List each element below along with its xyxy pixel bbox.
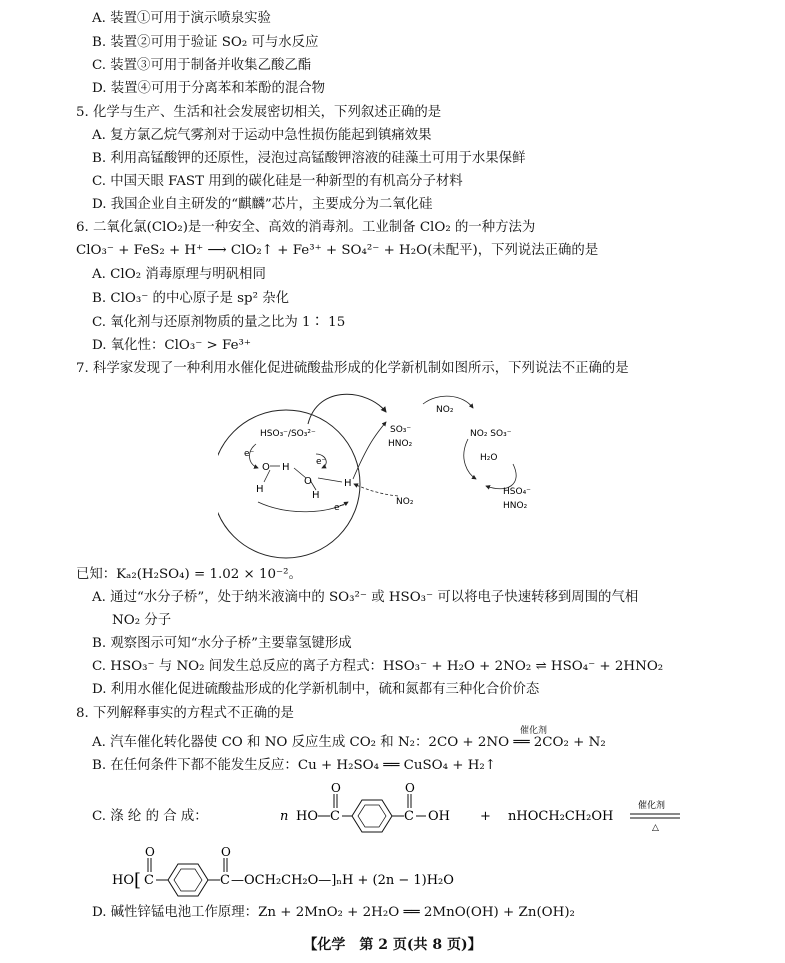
- q7-given: 已知：Kₐ₂(H₂SO₄) = 1.02 × 10⁻²。: [76, 567, 302, 582]
- prev-option-c: C. 装置③可用于制备并收集乙酸乙酯: [92, 58, 312, 73]
- atom-h2: H: [256, 484, 264, 495]
- q6-option-c: C. 氧化剂与还原剂物质的量之比为 1∶ 15: [92, 315, 346, 330]
- catalyst-condition: 催化剂: [638, 801, 666, 811]
- q8-option-c-label: C. 涤 纶 的 合 成：: [92, 809, 208, 824]
- terephthalic-acid-structure: [280, 780, 780, 840]
- h2o-label: H₂O: [480, 453, 498, 463]
- q6-option-a: A. ClO₂ 消毒原理与明矾相同: [92, 267, 266, 282]
- no2-bottom-label: NO₂: [396, 497, 414, 507]
- electron-2: e⁻: [316, 457, 327, 467]
- q7-option-b: B. 观察图示可知“水分子桥”主要靠氢键形成: [92, 636, 352, 651]
- q5-option-a: A. 复方氯乙烷气雾剂对于运动中急性损伤能起到镇痛效果: [92, 128, 432, 143]
- q7-option-a-cont: NO₂ 分子: [112, 613, 172, 628]
- electron-1: e⁻: [244, 449, 255, 459]
- no2-top-label: NO₂: [436, 405, 454, 415]
- q5-stem: 5. 化学与生产、生活和社会发展密切相关，下列叙述正确的是: [76, 105, 442, 120]
- big-arc-arrow: [308, 394, 386, 424]
- q8-option-a-condition: 催化剂: [520, 726, 548, 736]
- atom-h1: H: [282, 462, 290, 473]
- q5-option-d: D. 我国企业自主研发的“麒麟”芯片，主要成分为二氧化硅: [92, 197, 433, 212]
- hso3-label: HSO₃⁻/SO₃²⁻: [260, 429, 316, 439]
- svg-text:[: [: [134, 870, 142, 891]
- atom-h3: H: [312, 490, 320, 501]
- coefficient-n: n: [280, 809, 289, 824]
- page-footer: 【化学 第 2 页(共 8 页)】: [303, 937, 482, 953]
- q8-option-a: A. 汽车催化转化器使 CO 和 NO 反应生成 CO₂ 和 N₂：2CO + 2NO ══ 2CO₂ + N₂: [92, 735, 606, 750]
- svg-text:C: C: [220, 873, 230, 888]
- q8-option-b: B. 在任何条件下都不能发生反应：Cu + H₂SO₄ ══ CuSO₄ + H₂↑: [92, 758, 497, 773]
- svg-text:C: C: [404, 809, 414, 824]
- q5-option-b: B. 利用高锰酸钾的还原性，浸泡过高锰酸钾溶液的硅藻土可用于水果保鲜: [92, 151, 526, 166]
- prev-option-a: A. 装置①可用于演示喷泉实验: [92, 11, 271, 26]
- final-arrow: [486, 464, 516, 489]
- prev-option-d: D. 装置④可用于分离苯和苯酚的混合物: [92, 81, 326, 96]
- polymer-ho: HO: [112, 873, 134, 888]
- q5-option-c: C. 中国天眼 FAST 用到的碳化硅是一种新型的有机高分子材料: [92, 174, 463, 189]
- polymer-tail: —OCH₂CH₂O—]ₙH + (2n − 1)H₂O: [231, 873, 454, 888]
- svg-text:O: O: [331, 781, 341, 795]
- q7-stem: 7. 科学家发现了一种利用水催化促进硫酸盐形成的化学新机制如图所示，下列说法不正确的是: [76, 361, 629, 376]
- mechanism-diagram: [218, 384, 538, 564]
- electron-3: e⁻: [334, 503, 345, 513]
- atom-o2: O: [304, 476, 312, 487]
- no2-so3-label: NO₂ SO₃⁻: [470, 429, 512, 439]
- q6-option-d: D. 氧化性：ClO₃⁻ > Fe³⁺: [92, 338, 251, 353]
- h-to-so3-arrow: [353, 422, 386, 479]
- bond-line-5: [318, 478, 342, 482]
- hso4-label: HSO₄⁻: [503, 487, 531, 497]
- svg-text:C: C: [144, 873, 154, 888]
- heat-condition: △: [652, 823, 659, 833]
- hno2-right-label: HNO₂: [388, 439, 413, 449]
- q8-option-d: D. 碱性锌锰电池工作原理：Zn + 2MnO₂ + 2H₂O ══ 2MnO(OH) + Zn(OH)₂: [92, 905, 575, 920]
- down-right-arrow: [464, 439, 476, 479]
- atom-o1: O: [262, 462, 270, 473]
- q7-option-c: C. HSO₃⁻ 与 NO₂ 间发生总反应的离子方程式：HSO₃⁻ + H₂O + 2NO₂ ⇌ HSO₄⁻ + 2HNO₂: [92, 659, 664, 674]
- polyester-structure: [112, 840, 512, 900]
- cooh-oh: OH: [428, 809, 450, 824]
- plus-sign: +: [480, 809, 491, 824]
- q6-stem: 6. 二氧化氯(ClO₂)是一种安全、高效的消毒剂。工业制备 ClO₂ 的一种方法为: [76, 220, 536, 235]
- svg-text:O: O: [221, 845, 231, 859]
- q6-equation: ClO₃⁻ + FeS₂ + H⁺ ⟶ ClO₂↑ + Fe³⁺ + SO₄²⁻ + H₂O(未配平)，下列说法正确的是: [76, 243, 599, 258]
- hno2-final-label: HNO₂: [503, 501, 528, 511]
- q6-option-b: B. ClO₃⁻ 的中心原子是 sp² 杂化: [92, 291, 290, 306]
- hooc-ho: HO: [296, 809, 318, 824]
- q7-option-a: A. 通过“水分子桥”，处于纳米液滴中的 SO₃²⁻ 或 HSO₃⁻ 可以将电子快速转移到周围的气相: [92, 590, 639, 605]
- prev-option-b: B. 装置②可用于验证 SO₂ 可与水反应: [92, 35, 319, 50]
- no2-dashed-arrow: [354, 484, 398, 496]
- svg-text:O: O: [405, 781, 415, 795]
- q8-stem: 8. 下列解释事实的方程式不正确的是: [76, 706, 294, 721]
- svg-text:C: C: [330, 809, 340, 824]
- svg-text:O: O: [145, 845, 155, 859]
- atom-h4: H: [344, 478, 352, 489]
- q7-option-d: D. 利用水催化促进硫酸盐形成的化学新机制中，硫和氮都有三种化合价价态: [92, 682, 540, 697]
- so3-right-label: SO₃⁻: [390, 425, 412, 435]
- ethylene-glycol: nHOCH₂CH₂OH: [508, 809, 614, 824]
